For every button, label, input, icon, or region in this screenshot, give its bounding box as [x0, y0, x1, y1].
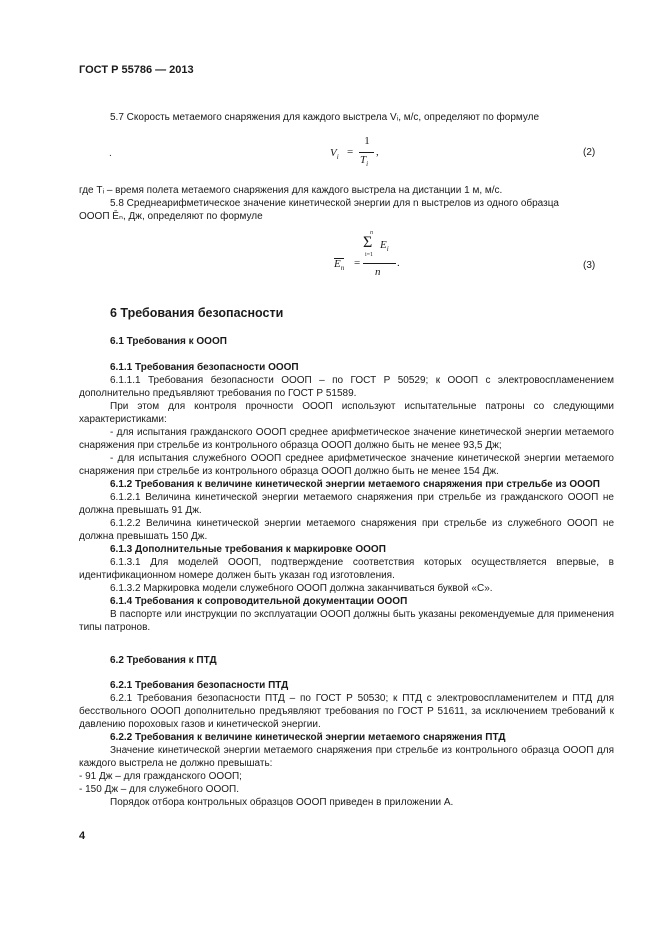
page-number: 4: [79, 830, 86, 842]
annex-reference: Порядок отбора контрольных образцов ОООП приведен в приложении А.: [110, 797, 454, 808]
equation-number-2: (2): [583, 147, 596, 158]
formula-3: [330, 232, 410, 288]
section-6-1-body: [79, 361, 614, 634]
eq3-denominator: n: [375, 266, 381, 278]
clause-6-1-4-text: В паспорте или инструкции по эксплуатации ОООП должны быть указаны рекомендуемые для применения типы патронов.: [79, 609, 614, 633]
clause-6-1-1-1: 6.1.1.1 Требования безопасности ОООП – по ГОСТ Р 50529; к ОООП с электровоспламенением дополнительно предъявляют требования по ГОСТ Р 51589.: [79, 375, 614, 399]
eq2-comma: ,: [376, 146, 379, 158]
equation-number-3: (3): [583, 260, 596, 271]
control-cartridges-text: При этом для контроля прочности ОООП используют испытательные патроны со следующими характеристиками:: [79, 401, 614, 425]
heading-6-2-1: 6.2.1 Требования безопасности ПТД: [110, 680, 289, 691]
document-header: ГОСТ Р 55786 — 2013: [79, 64, 194, 76]
clause-5-8-line1: 5.8 Среднеарифметическое значение кинетической энергии для n выстрелов из одного образца: [110, 198, 559, 209]
eq2-lhs: $V_i$: [330, 147, 339, 162]
eq2-fraction-bar: [359, 152, 374, 153]
clause-6-1-3-1: 6.1.3.1 Для моделей ОООП, подтверждение соответствия которых осуществляется впервые, в идентификационном номере должен быть указан год изготовления.: [79, 557, 614, 581]
section-6-2-heading: 6.2 Требования к ПТД: [110, 655, 217, 666]
eq3-sigma: Σ: [363, 234, 373, 251]
limit-service: - 150 Дж – для служебного ОООП.: [79, 784, 239, 795]
service-cartridge-requirement: - для испытания служебного ОООП среднее арифметическое значение кинетической энергии метаемого снаряжения при стрельбе из контрольного образца ОООП должно быть не менее 154 Дж.: [79, 453, 614, 477]
heading-6-1-3: 6.1.3 Дополнительные требования к маркировке ОООП: [110, 544, 386, 555]
heading-6-1-4: 6.1.4 Требования к сопроводительной документации ОООП: [110, 596, 408, 607]
eq3-period: .: [397, 257, 400, 269]
section-6-1-heading: 6.1 Требования к ОООП: [110, 336, 227, 347]
civil-cartridge-requirement: - для испытания гражданского ОООП среднее арифметическое значение кинетической энергии метаемого снаряжения при стрельбе из контрольного образца ОООП должно быть не менее 93,5 Дж;: [79, 427, 614, 451]
eq2-numerator: 1: [364, 135, 370, 147]
heading-6-1-1: 6.1.1 Требования безопасности ОООП: [110, 362, 299, 373]
eq3-fraction-bar: [363, 263, 396, 264]
clause-5-7-text: 5.7 Скорость метаемого снаряжения для каждого выстрела Vᵢ, м/с, определяют по формуле: [110, 112, 540, 123]
section-6-2-body: [79, 679, 614, 809]
eq3-sum-bottom: i=1: [365, 252, 374, 258]
eq2-lead-dot: .: [109, 148, 112, 159]
eq3-sum-top: n: [370, 230, 373, 236]
clause-6-2-2-text: Значение кинетической энергии метаемого снаряжения при стрельбе из контрольного образца ОООП для каждого выстрела не должно превышать:: [79, 745, 614, 769]
limit-civil: - 91 Дж – для гражданского ОООП;: [79, 771, 242, 782]
clause-6-1-2-2: 6.1.2.2 Величина кинетической энергии метаемого снаряжения при стрельбе из служебного ОООП не должна превышать 150 Дж.: [79, 518, 614, 542]
formula-2: [330, 137, 390, 171]
clause-6-1-2-1: 6.1.2.1 Величина кинетической энергии метаемого снаряжения при стрельбе из гражданского ОООП не должна превышать 91 Дж.: [79, 492, 614, 516]
heading-6-2-2: 6.2.2 Требования к величине кинетической энергии метаемого снаряжения ПТД: [110, 732, 506, 743]
clause-5-7: [79, 111, 614, 124]
clause-5-8: [79, 184, 614, 223]
eq3-term: $E_i$: [380, 239, 389, 254]
section-6-heading: 6 Требования безопасности: [110, 306, 284, 320]
eq3-equals: =: [354, 257, 361, 269]
where-ti: где Tᵢ – время полета метаемого снаряжения для каждого выстрела на дистанции 1 м, м/с.: [79, 185, 503, 196]
clause-5-8-line2: ОООП Ēₙ, Дж, определяют по формуле: [79, 211, 263, 222]
heading-6-1-2: 6.1.2 Требования к величине кинетической энергии метаемого снаряжения при стрельбе из ОООП: [110, 479, 600, 490]
eq2-equals: =: [347, 146, 354, 158]
eq2-denominator: $T_i$: [360, 154, 369, 169]
eq3-lhs: $E_n$: [334, 258, 345, 273]
clause-6-2-1-text: 6.2.1 Требования безопасности ПТД – по ГОСТ Р 50530; к ПТД с электровоспламенителем и ПТД для бесствольного ОООП дополнительно предъявляют требования по ГОСТ Р 51611, за исключением требований к давлению пороховых газов и кинетической энергии.: [79, 693, 614, 730]
clause-6-1-3-2: 6.1.3.2 Маркировка модели служебного ОООП должна заканчиваться буквой «С».: [110, 583, 493, 594]
